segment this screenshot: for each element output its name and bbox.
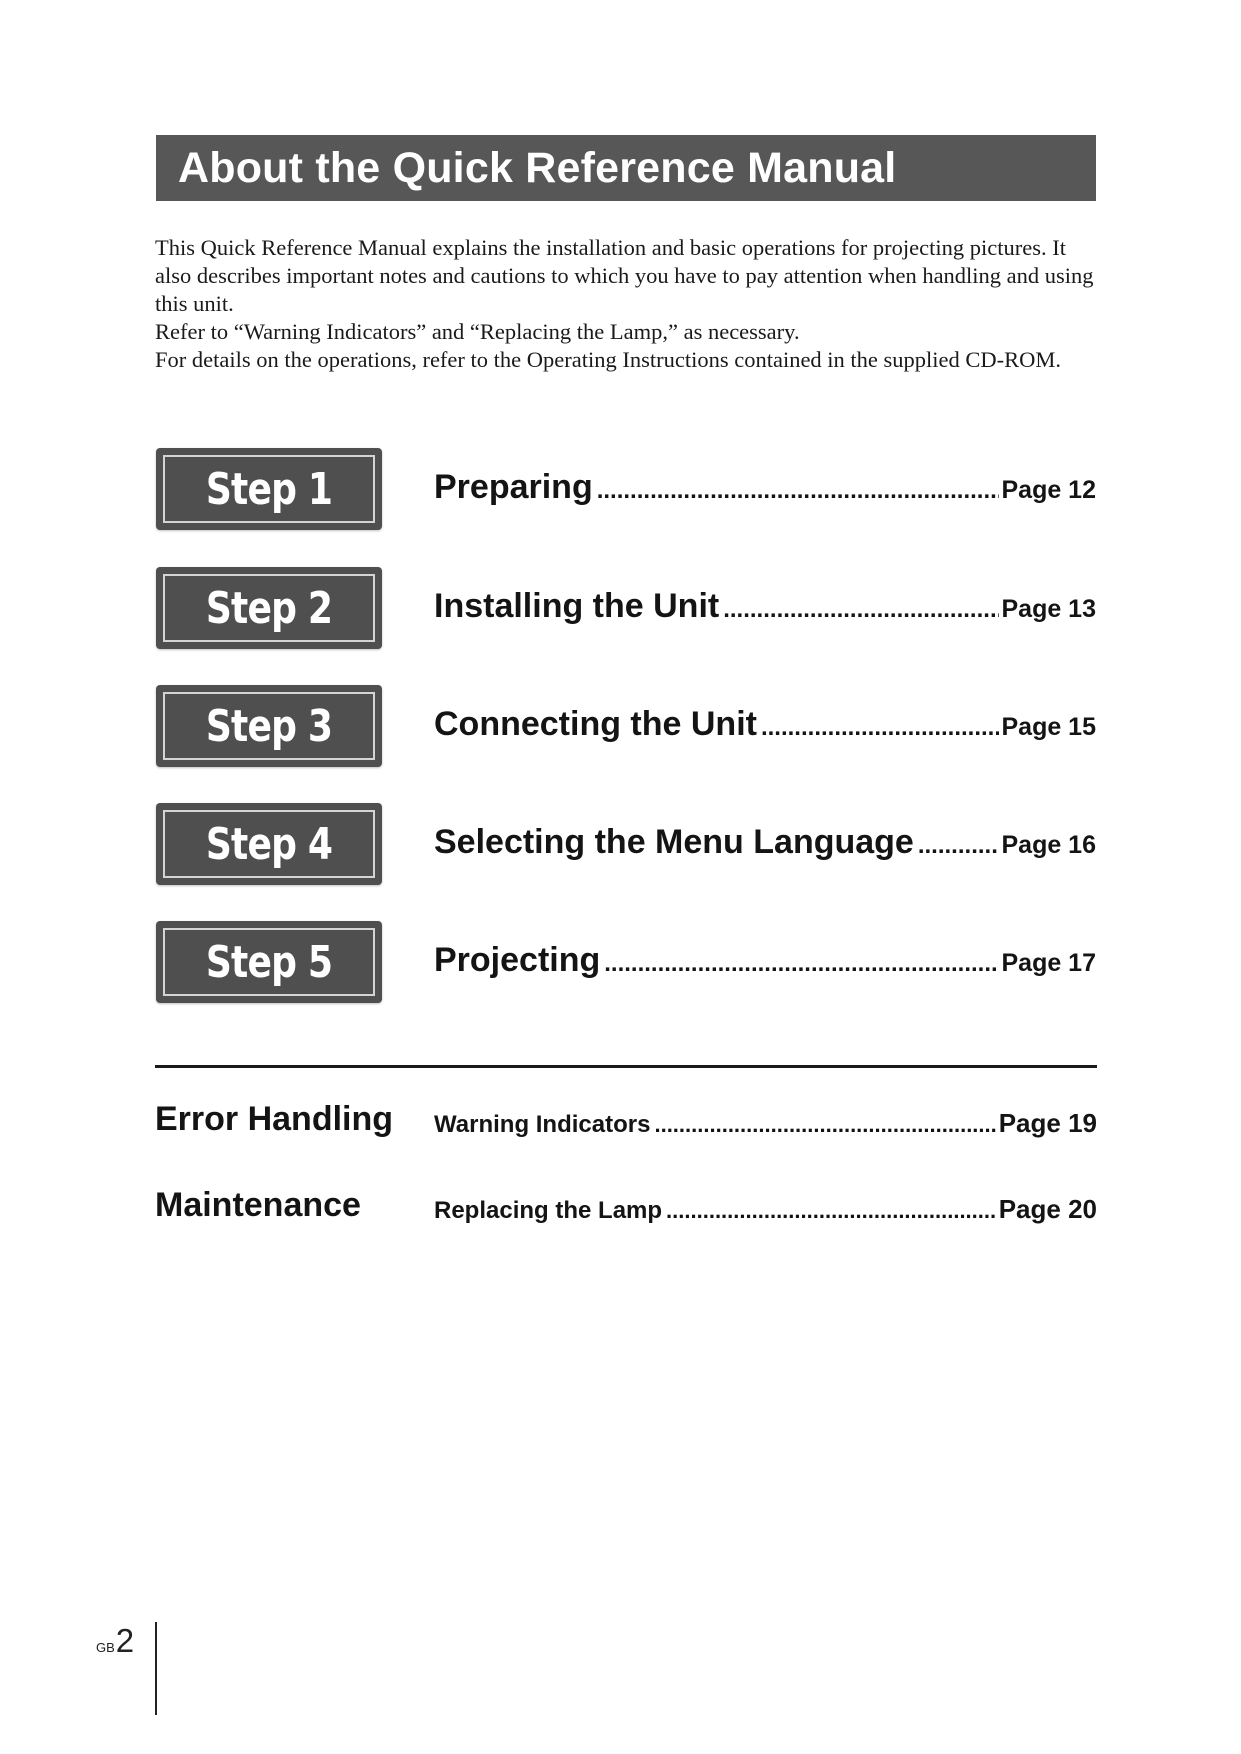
footer-rule	[155, 1622, 157, 1715]
toc-error-handling[interactable]	[155, 1100, 1097, 1148]
step-5-badge	[156, 921, 382, 1003]
toc-step-5[interactable]	[156, 921, 1096, 1005]
maintenance-title: Replacing the Lamp	[434, 1197, 663, 1224]
page-number: 2	[115, 1622, 135, 1659]
step-5-entry	[434, 941, 1096, 980]
step-3-page: Page 15	[1001, 713, 1096, 741]
step-3-badge	[156, 685, 382, 767]
step-2-entry	[434, 587, 1096, 626]
step-2-title: Installing the Unit	[434, 587, 720, 625]
error-handling-entry	[434, 1108, 1097, 1139]
maintenance-page: Page 20	[998, 1194, 1097, 1224]
step-4-page: Page 16	[1001, 831, 1096, 859]
step-2-page: Page 13	[1001, 595, 1096, 623]
toc-step-4[interactable]	[156, 803, 1096, 887]
step-1-badge-label: Step 1	[205, 463, 333, 515]
section-divider	[155, 1065, 1097, 1068]
step-5-badge-label: Step 5	[205, 936, 333, 988]
toc-maintenance[interactable]	[155, 1186, 1097, 1234]
step-4-badge-label: Step 4	[205, 818, 333, 870]
step-5-page: Page 17	[1001, 949, 1096, 977]
intro-text	[155, 234, 1105, 374]
toc-step-2[interactable]	[156, 567, 1096, 651]
page-footer	[96, 1622, 134, 1660]
step-2-badge	[156, 567, 382, 649]
step-1-title: Preparing	[434, 468, 593, 506]
step-4-entry	[434, 823, 1096, 862]
step-3-leader	[761, 714, 1000, 742]
step-5-title: Projecting	[434, 941, 601, 979]
intro-paragraph-3: For details on the operations, refer to the Operating Instructions contained in the supplied CD-ROM.	[155, 347, 1062, 372]
maintenance-entry	[434, 1194, 1097, 1225]
step-3-entry	[434, 705, 1096, 744]
step-2-badge-label: Step 2	[205, 582, 333, 634]
step-1-leader	[597, 477, 1000, 505]
step-4-badge	[156, 803, 382, 885]
step-2-leader	[723, 596, 999, 624]
step-1-entry	[434, 468, 1096, 507]
step-1-page: Page 12	[1001, 476, 1096, 504]
step-5-leader	[604, 950, 999, 978]
error-handling-label: Error Handling	[155, 1100, 394, 1138]
title-bar	[156, 135, 1096, 201]
toc-step-1[interactable]	[156, 448, 1096, 532]
step-3-badge-label: Step 3	[205, 700, 333, 752]
maintenance-leader	[666, 1198, 997, 1224]
toc-step-3[interactable]	[156, 685, 1096, 769]
step-4-leader	[918, 832, 1000, 860]
error-handling-title: Warning Indicators	[434, 1111, 651, 1138]
error-handling-leader	[654, 1112, 996, 1138]
step-4-title: Selecting the Menu Language	[434, 823, 914, 861]
intro-paragraph-1: This Quick Reference Manual explains the installation and basic operations for projecting pictures. It also describes important notes and cautions to which you have to pay attention when handling and using this unit.	[155, 235, 1094, 316]
step-3-title: Connecting the Unit	[434, 705, 757, 743]
error-handling-page: Page 19	[998, 1108, 1097, 1138]
step-1-badge	[156, 448, 382, 530]
page-title: About the Quick Reference Manual	[178, 143, 897, 192]
maintenance-label: Maintenance	[155, 1186, 361, 1224]
language-code: GB	[96, 1640, 115, 1655]
intro-paragraph-2: Refer to “Warning Indicators” and “Replacing the Lamp,” as necessary.	[155, 319, 800, 344]
